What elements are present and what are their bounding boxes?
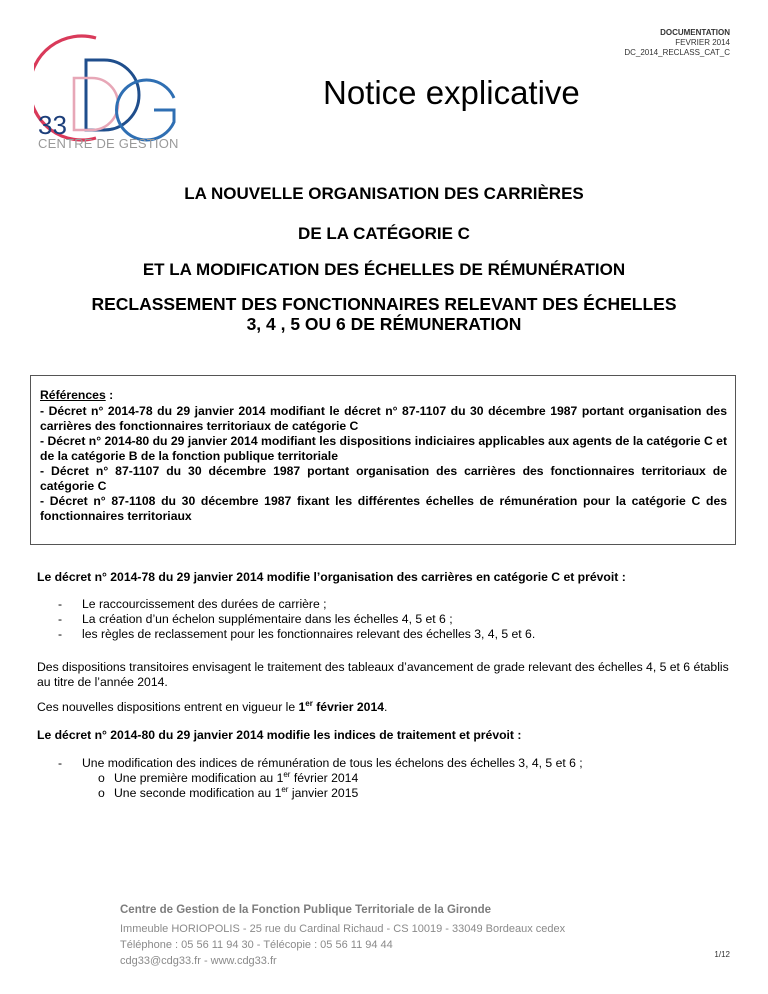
footer-contact: cdg33@cdg33.fr - www.cdg33.fr (120, 955, 277, 967)
references-box (30, 375, 736, 545)
page-number: 1/12 (714, 950, 730, 959)
list-item-text: Le raccourcissement des durées de carrière ; (82, 597, 327, 611)
footer-address: Immeuble HORIOPOLIS - 25 rue du Cardinal Richaud - CS 10019 - 33049 Bordeaux cedex (120, 923, 566, 935)
list-item (58, 627, 535, 642)
heading-1: LA NOUVELLE ORGANISATION DES CARRIÈRES (184, 184, 584, 203)
reference-item: - Décret n° 87-1107 du 30 décembre 1987 portant organisation des carrières des fonctionnaires territoriaux de catégorie C (40, 464, 727, 493)
reference-item: - Décret n° 2014-80 du 29 janvier 2014 modifiant les dispositions indiciaires applicables aux agents de la catégorie C et de la catégorie B de la fonction publique territoriale (40, 434, 727, 463)
effective-date-day: 1 (298, 700, 306, 714)
sub-bullet: o (98, 786, 105, 800)
heading-3: ET LA MODIFICATION DES ÉCHELLES DE RÉMUNÉRATION (142, 260, 626, 279)
footer-organisation: Centre de Gestion de la Fonction Publique Territoriale de la Gironde (120, 904, 492, 916)
document-info (624, 28, 730, 58)
sub-item-text: Une première modification au 1 (114, 771, 284, 785)
sub-item-sup: er (283, 769, 291, 779)
paragraph-decree-80: Le décret n° 2014-80 du 29 janvier 2014 modifie les indices de traitement et prévoit : (37, 728, 522, 742)
list-item-text: les règles de reclassement pour les fonctionnaires relevant des échelles 3, 4, 5 et 6. (82, 627, 536, 641)
sub-item-2015 (98, 786, 358, 801)
list-dash: - (58, 756, 63, 770)
effective-date (298, 698, 388, 714)
effective-date-end: . (384, 700, 388, 714)
paragraph-decree-78: Le décret n° 2014-78 du 29 janvier 2014 modifie l’organisation des carrières en catégorie C et prévoit : (37, 570, 626, 584)
sub-item-date: janvier 2015 (288, 786, 359, 800)
references-label: Références (40, 388, 106, 402)
list-item (58, 612, 535, 627)
footer (120, 902, 565, 969)
list-decree-78 (58, 597, 535, 642)
list-item (58, 597, 535, 612)
list-decree-80 (58, 756, 583, 771)
heading-4-line-2: 3, 4 , 5 OU 6 DE RÉMUNERATION (246, 314, 522, 334)
list-item-text: Une modification des indices de rémunération de tous les échelons des échelles 3, 4, 5 et 6 ; (82, 756, 583, 770)
footer-phone: Téléphone : 05 56 11 94 30 - Télécopie : 05 56 11 94 44 (120, 939, 393, 951)
heading-4-line-1: RECLASSEMENT DES FONCTIONNAIRES RELEVANT DES ÉCHELLES (91, 294, 677, 314)
sub-item-sup: er (281, 784, 289, 794)
list-dash: - (58, 627, 63, 641)
sub-item-2014 (98, 771, 358, 786)
heading-2: DE LA CATÉGORIE C (298, 224, 470, 243)
reference-item: - Décret n° 2014-78 du 29 janvier 2014 modifiant le décret n° 87-1107 du 30 décembre 1987 portant organisation des carrières des fonctionnaires territoriaux de catégorie C (40, 404, 727, 433)
paragraph-transitional: Des dispositions transitoires envisagent le traitement des tableaux d’avancement de grade relevant des échelles 4, 5 et 6 établis au titre de l’année 2014. (37, 660, 729, 689)
sub-item-date: février 2014 (290, 771, 359, 785)
sub-item-text: Une seconde modification au 1 (114, 786, 282, 800)
references-title (40, 388, 727, 403)
sub-bullet: o (98, 771, 105, 785)
references-colon: : (105, 388, 114, 402)
list-dash: - (58, 597, 63, 611)
paragraph-effective-date (37, 700, 733, 715)
logo-number: 33 (38, 110, 67, 140)
list-item (58, 756, 583, 771)
docinfo-date: FEVRIER 2014 (675, 38, 730, 47)
heading-4 (30, 294, 738, 334)
docinfo-reference: DC_2014_RECLASS_CAT_C (624, 48, 730, 57)
docinfo-type: DOCUMENTATION (660, 28, 730, 37)
effective-date-intro: Ces nouvelles dispositions entrent en vigueur le (37, 700, 299, 714)
page-title: Notice explicative (323, 74, 580, 111)
list-item-text: La création d’un échelon supplémentaire dans les échelles 4, 5 et 6 ; (82, 612, 453, 626)
reference-item: - Décret n° 87-1108 du 30 décembre 1987 fixant les différentes échelles de rémunération pour la catégorie C des fonctionnaires territoriaux (40, 494, 727, 523)
list-dash: - (58, 612, 63, 626)
effective-date-sup: er (305, 698, 313, 708)
logo-caption: CENTRE DE GESTION (38, 136, 179, 151)
effective-date-rest: février 2014 (312, 700, 385, 714)
